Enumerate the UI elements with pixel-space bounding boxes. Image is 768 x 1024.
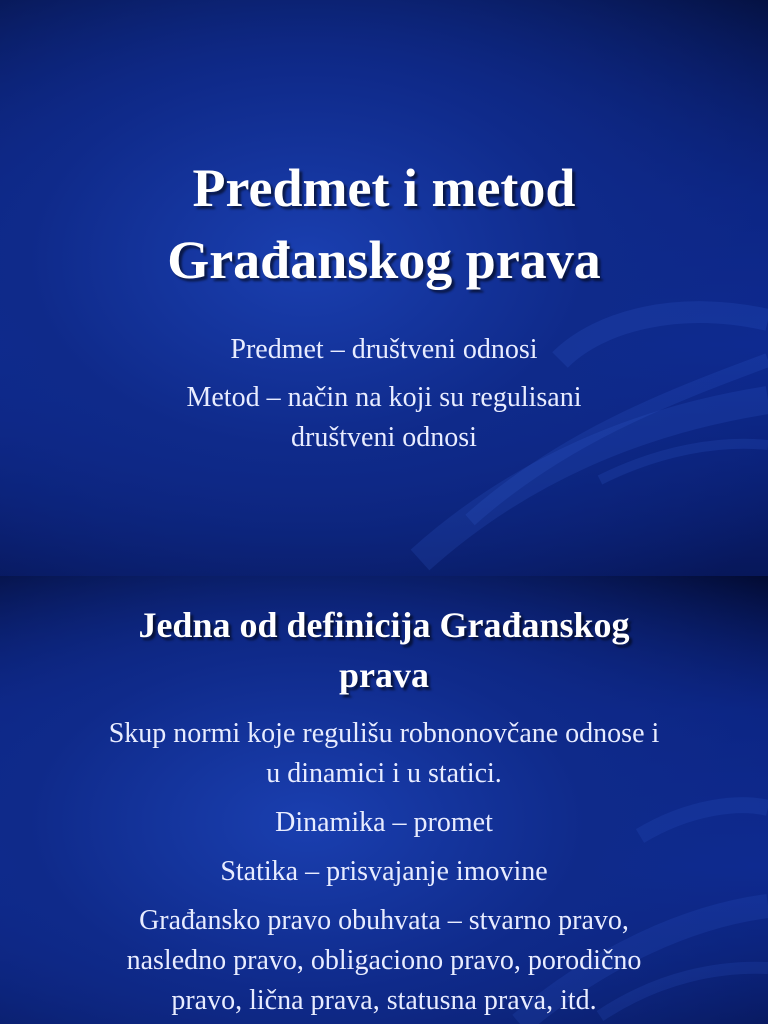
slide-1-title-line: Građanskog prava bbox=[167, 230, 601, 290]
bullet-line: Skup normi koje regulišu robnonovčane odnose i bbox=[108, 718, 660, 749]
bullet-item bbox=[0, 901, 768, 1021]
bullet-line: društveni odnosi bbox=[291, 422, 477, 453]
slide-2-title bbox=[0, 600, 768, 700]
slide-2-title-line: prava bbox=[339, 655, 429, 695]
bullet-line: Predmet – društveni odnosi bbox=[230, 334, 538, 365]
bullet-item bbox=[0, 714, 768, 794]
bullet-line: Metod – način na koji su regulisani bbox=[186, 382, 582, 413]
slide-2 bbox=[0, 576, 768, 1024]
bullet-line: u dinamici i u statici. bbox=[266, 758, 502, 789]
slide-1-title-line: Predmet i metod bbox=[192, 158, 576, 218]
bullet-item bbox=[0, 803, 768, 843]
bullet-line: Dinamika – promet bbox=[275, 807, 493, 838]
bullet-line: pravo, lična prava, statusna prava, itd. bbox=[171, 985, 597, 1016]
bullet-item bbox=[0, 852, 768, 892]
slide-1-title bbox=[0, 152, 768, 296]
slide-1-bullet-list bbox=[0, 330, 768, 466]
slide-2-bullet-list bbox=[0, 714, 768, 1024]
bullet-line: nasledno pravo, obligaciono pravo, porodično bbox=[126, 945, 642, 976]
bullet-line: Građansko pravo obuhvata – stvarno pravo, bbox=[139, 905, 629, 936]
bullet-item bbox=[0, 378, 768, 458]
bullet-item bbox=[0, 330, 768, 370]
bullet-line: Statika – prisvajanje imovine bbox=[220, 856, 548, 887]
slide-2-title-line: Jedna od definicija Građanskog bbox=[138, 605, 630, 645]
